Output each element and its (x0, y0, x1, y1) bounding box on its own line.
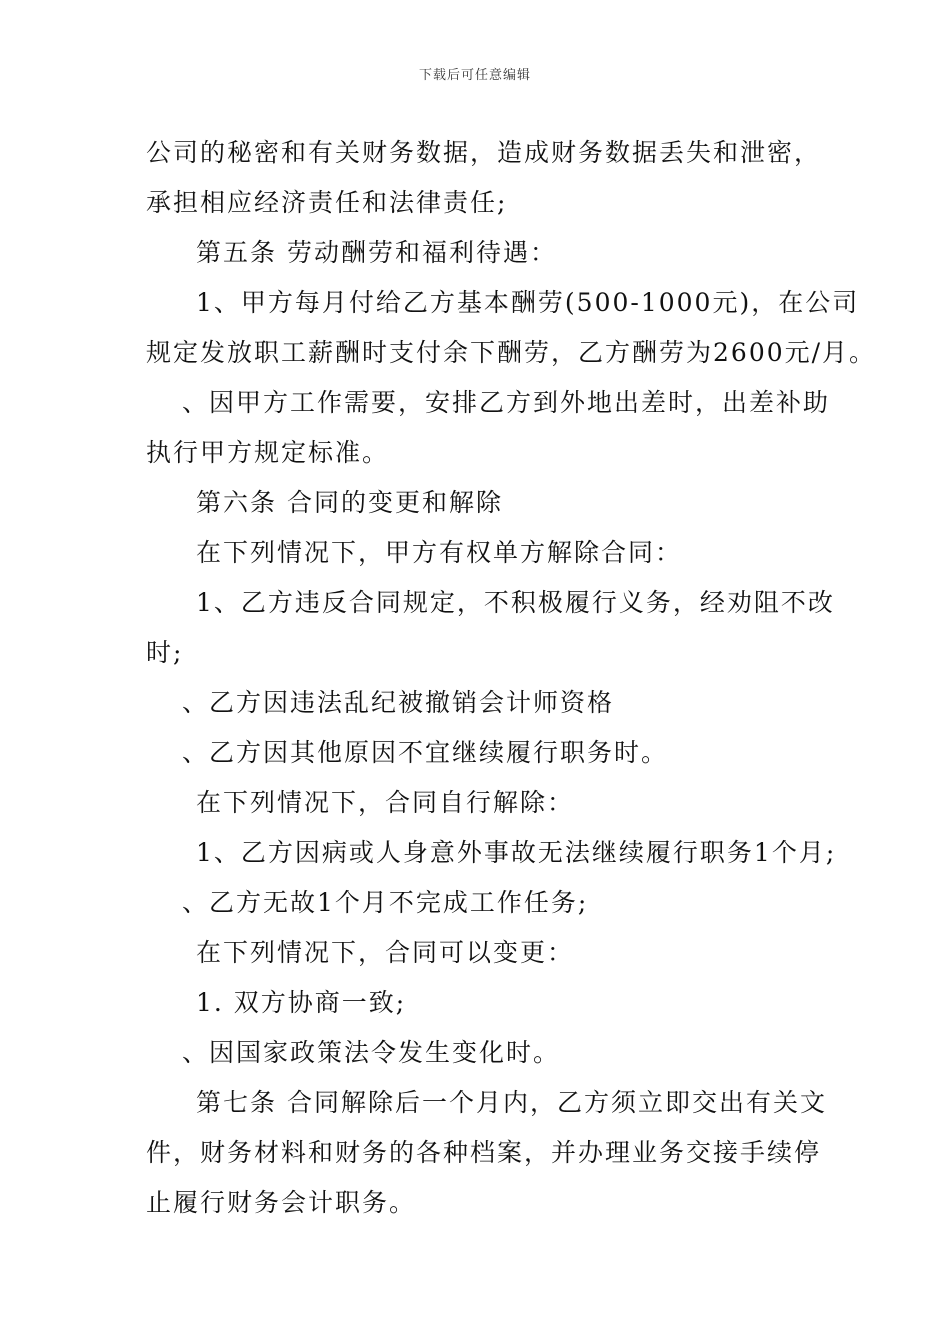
section-heading: 第五条 劳动酬劳和福利待遇： (196, 238, 557, 267)
text-line: 在下列情况下，合同自行解除： (196, 788, 575, 817)
document-body (146, 128, 877, 1228)
text-line: 、因甲方工作需要，安排乙方到外地出差时，出差补助 (182, 388, 831, 417)
text-line: 、乙方无故1个月不完成工作任务; (182, 888, 589, 917)
text-line: 时; (146, 638, 184, 667)
text-line: 止履行财务会计职务。 (146, 1188, 417, 1217)
section-heading: 第七条 合同解除后一个月内，乙方须立即交出有关文 (196, 1088, 827, 1117)
text-line: 、因国家政策法令发生变化时。 (182, 1038, 561, 1067)
section-heading: 第六条 合同的变更和解除 (196, 488, 503, 517)
text-line: 1. 双方协商一致; (196, 988, 407, 1017)
text-line: 、乙方因违法乱纪被撤销会计师资格 (182, 688, 615, 717)
text-line: 1、乙方违反合同规定，不积极履行义务，经劝阻不改 (196, 588, 835, 617)
text-line: 1、甲方每月付给乙方基本酬劳(500-1000元)，在公司 (196, 288, 860, 317)
text-line: 在下列情况下，合同可以变更： (196, 938, 575, 967)
text-line: 规定发放职工薪酬时支付余下酬劳，乙方酬劳为2600元/月。 (146, 338, 877, 367)
text-line: 1、乙方因病或人身意外事故无法继续履行职务1个月; (196, 838, 837, 867)
text-line: 件，财务材料和财务的各种档案，并办理业务交接手续停 (146, 1138, 822, 1167)
page-header: 下载后可任意编辑 (418, 68, 531, 83)
text-line: 公司的秘密和有关财务数据，造成财务数据丢失和泄密， (146, 138, 822, 167)
text-line: 承担相应经济责任和法律责任; (146, 188, 508, 217)
text-line: 执行甲方规定标准。 (146, 438, 390, 467)
text-line: 、乙方因其他原因不宜继续履行职务时。 (182, 738, 669, 767)
text-line: 在下列情况下，甲方有权单方解除合同： (196, 538, 683, 567)
